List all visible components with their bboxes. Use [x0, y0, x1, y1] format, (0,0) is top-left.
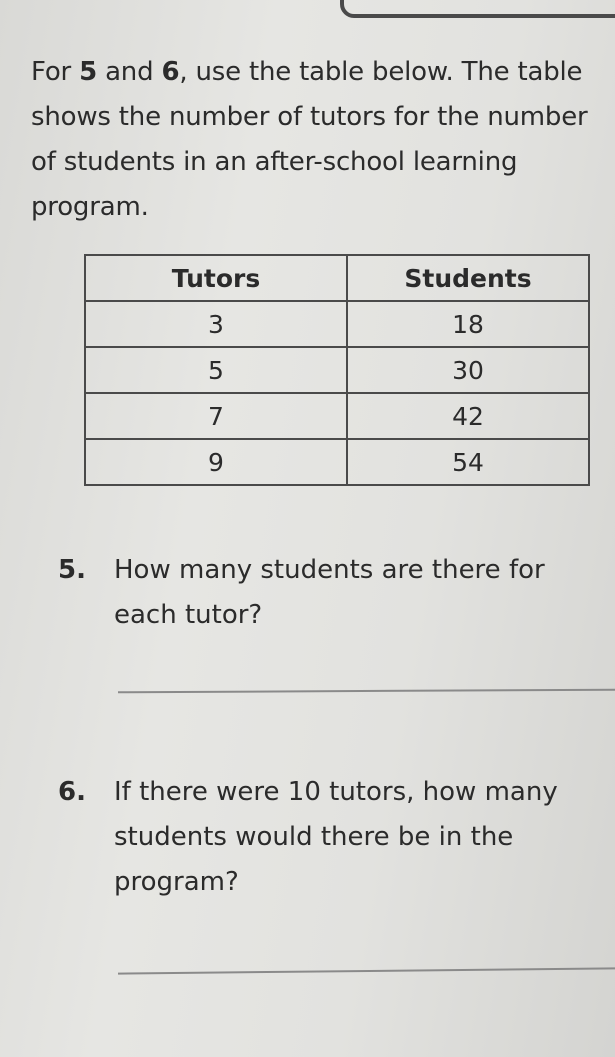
table-row: [85, 393, 589, 439]
question-text: If there were 10 tutors, how many students would there be in the program?: [114, 777, 558, 897]
students-cell: 54: [347, 439, 589, 485]
students-cell: 30: [347, 347, 589, 393]
table-row: [85, 439, 589, 485]
intro-paragraph: [31, 50, 615, 230]
tutors-cell: 7: [85, 393, 347, 439]
intro-bold-6: 6: [161, 57, 180, 87]
intro-text-1: For: [31, 57, 80, 87]
intro-text-3: , use the table below. The table shows the number of tutors for the number of students in an after-school learning program.: [31, 57, 588, 222]
students-cell: 18: [347, 301, 589, 347]
table-header-row: [85, 255, 589, 301]
question-text: How many students are there for each tutor?: [114, 555, 545, 630]
header-tutors: Tutors: [85, 255, 347, 301]
answer-line-5[interactable]: [118, 689, 615, 694]
question-number: 6.: [58, 777, 86, 807]
question-5: [58, 548, 594, 638]
answer-line-6[interactable]: [118, 967, 615, 974]
question-number: 5.: [58, 555, 86, 585]
intro-bold-5: 5: [79, 57, 97, 87]
tutors-cell: 3: [85, 301, 347, 347]
tutors-cell: 5: [85, 347, 347, 393]
students-cell: 42: [347, 393, 589, 439]
table-row: [85, 301, 589, 347]
tutors-students-table: [84, 254, 590, 486]
question-6: [58, 770, 594, 905]
tutors-cell: 9: [85, 439, 347, 485]
corner-frame: [340, 0, 615, 18]
header-students: Students: [347, 255, 589, 301]
table-row: [85, 347, 589, 393]
intro-text-2: and: [97, 57, 162, 87]
